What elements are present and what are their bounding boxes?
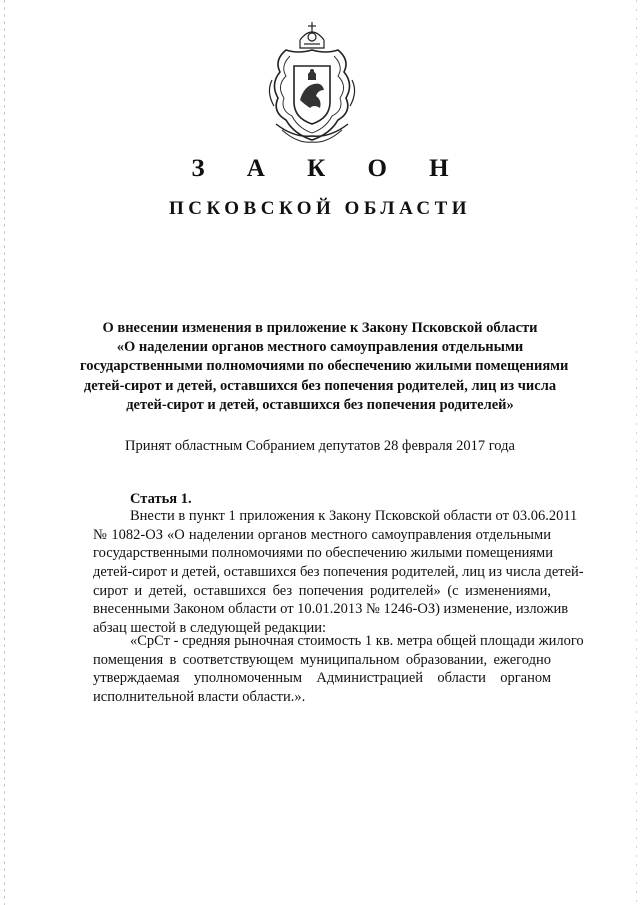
paragraph-line: внесенными Законом области от 10.01.2013 № 1246-ОЗ) изменение, изложив: [93, 601, 569, 618]
law-title: З А К О Н: [191, 155, 467, 182]
subject-line: детей-сирот и детей, оставшихся без попечения родителей, лиц из числа: [83, 377, 557, 394]
adoption-note: Принят областным Собранием депутатов 28 февраля 2017 года: [125, 438, 515, 454]
paragraph-line: детей-сирот и детей, оставшихся без попечения родителей, лиц из числа детей-: [93, 564, 584, 581]
paragraph-line: Внести в пункт 1 приложения к Закону Псковской области от 03.06.2011: [130, 508, 578, 524]
subject-line: «О наделении органов местного самоуправления отдельными: [116, 339, 524, 356]
article-paragraph-1: [93, 507, 584, 638]
paragraph-line: исполнительной власти области.».: [93, 689, 306, 706]
article-heading: Статья 1.: [130, 491, 192, 507]
subject-line: детей-сирот и детей, оставшихся без попечения родителей»: [126, 396, 514, 413]
paragraph-line: помещения в соответствующем муниципальном образовании, ежегодно: [93, 651, 551, 668]
paragraph-line: утверждаемая уполномоченным Администрацией области органом: [93, 670, 551, 687]
article-paragraph-2: [93, 632, 584, 707]
subject-line: государственными полномочиями по обеспечению жилыми помещениями: [80, 358, 569, 375]
law-region: ПСКОВСКОЙ ОБЛАСТИ: [168, 198, 472, 219]
law-subject: [80, 319, 569, 415]
paragraph-line: «СрСт - средняя рыночная стоимость 1 кв. метра общей площади жилого: [130, 633, 584, 649]
paragraph-line: сирот и детей, оставшихся без попечения родителей» (с изменениями,: [93, 582, 551, 599]
paragraph-line: государственными полномочиями по обеспечению жилыми помещениями: [93, 545, 553, 562]
coat-of-arms-icon: [264, 20, 360, 148]
subject-line: О внесении изменения в приложение к Закону Псковской области: [102, 320, 538, 336]
paragraph-line: № 1082-ОЗ «О наделении органов местного самоуправления отдельными: [93, 526, 551, 543]
paragraph-line: абзац шестой в следующей редакции:: [93, 620, 327, 637]
